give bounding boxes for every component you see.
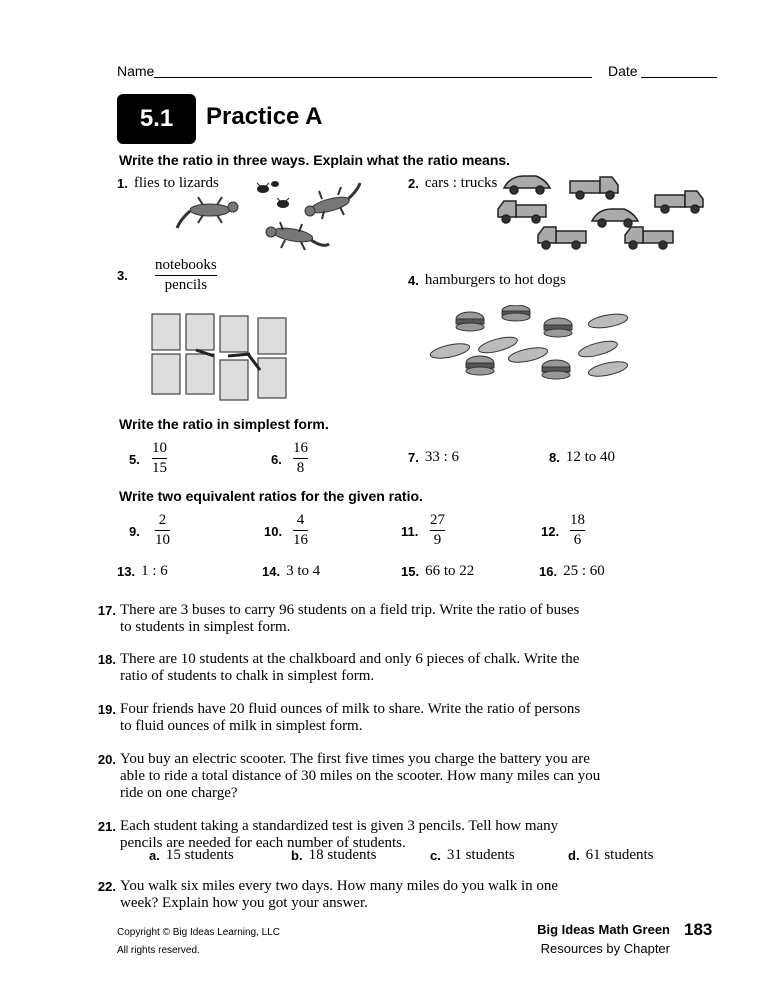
exercise-6-number: 6. [271, 452, 282, 467]
exercise-15 [401, 563, 474, 580]
notebook-icon [186, 354, 214, 394]
name-field [117, 63, 592, 79]
exercise-5-number: 5. [129, 452, 140, 467]
sub-item-text: 31 students [446, 847, 515, 863]
notebook-icon [220, 360, 248, 400]
fraction-bar [155, 275, 217, 276]
section-badge: 5.1 [117, 94, 196, 144]
truck-icon [538, 227, 586, 249]
fraction-bar [430, 530, 445, 531]
problem-text: Four friends have 20 fluid ounces of milk to share. Write the ratio of persons to fluid ounces of milk in simplest form. [120, 701, 581, 734]
problem-number: 21. [97, 819, 116, 834]
notebooks-pencils-illustration [150, 312, 330, 402]
numerator: notebooks [155, 257, 217, 273]
notebook-icon [186, 314, 214, 350]
page-number: 183 [684, 920, 713, 939]
fraction-bar [293, 530, 308, 531]
hotdog-icon [507, 345, 549, 365]
exercise-9-number: 9. [129, 524, 140, 539]
exercise-number: 8. [549, 450, 560, 465]
problem-number: 19. [97, 702, 116, 717]
fraction-bar [152, 458, 167, 459]
exercise-5-fraction [152, 440, 167, 477]
problem-text: Each student taking a standardized test is given 3 pencils. Tell how many pencils are needed for each number of students. [120, 818, 559, 851]
problem-21c [430, 847, 515, 864]
exercise-10-number: 10. [264, 524, 283, 539]
problem-text: There are 10 students at the chalkboard and only 6 pieces of chalk. Write the ratio of students to chalk in simplest form. [120, 651, 580, 684]
exercise-number: 2. [408, 176, 419, 191]
rights-text: All rights reserved. [117, 945, 200, 956]
problem-number: 17. [97, 603, 116, 618]
exercise-number: 4. [408, 273, 419, 288]
footer-copyright [117, 924, 280, 960]
car-icon [504, 176, 550, 194]
hamburger-icon [544, 318, 572, 337]
denominator: 10 [155, 532, 170, 548]
sub-item-letter: d. [568, 848, 580, 863]
notebook-icon [258, 318, 286, 354]
problem-text: You walk six miles every two days. How many miles do you walk in one week? Explain how you got your answer. [120, 878, 559, 911]
exercise-8 [549, 449, 615, 466]
sub-item-letter: b. [291, 848, 303, 863]
denominator: 9 [433, 532, 442, 548]
hotdog-icon [429, 341, 471, 361]
hotdog-icon [577, 338, 619, 360]
exercise-2 [408, 175, 497, 192]
lizard-icon [305, 183, 360, 219]
problem-number: 20. [97, 752, 116, 767]
truck-icon [625, 227, 673, 249]
hotdog-icon [587, 312, 628, 331]
problem-20 [97, 751, 606, 802]
date-label: Date [608, 63, 638, 79]
numerator: 10 [152, 440, 167, 456]
denominator: 15 [152, 460, 167, 476]
problem-21a [149, 847, 234, 864]
problem-text: There are 3 buses to carry 96 students on a field trip. Write the ratio of buses to students in simplest form. [120, 602, 580, 635]
problem-22 [97, 878, 590, 912]
exercise-3 [117, 268, 128, 283]
exercise-text: 25 : 60 [563, 563, 605, 579]
date-field [608, 63, 717, 79]
problem-text: You buy an electric scooter. The first five times you charge the battery you are able to ride a total distance of 30 miles on the scooter. How many miles can you ride on one charge? [120, 751, 601, 801]
hamburgers-hotdogs-illustration [428, 305, 638, 385]
exercise-text: 66 to 22 [425, 563, 475, 579]
exercise-11-number: 11. [401, 524, 419, 539]
problem-21d [568, 847, 653, 864]
exercise-number: 14. [262, 564, 281, 579]
sub-item-text: 15 students [165, 847, 234, 863]
name-label: Name [117, 63, 155, 79]
notebook-icon [152, 314, 180, 350]
instruction-part3: Write two equivalent ratios for the given ratio. [119, 488, 423, 504]
fraction-bar [570, 530, 585, 531]
date-line [641, 77, 717, 78]
cars-trucks-illustration [490, 163, 720, 253]
exercise-text: 3 to 4 [286, 563, 321, 579]
exercise-4 [408, 272, 566, 289]
exercise-6-fraction [293, 440, 308, 477]
truck-icon [570, 177, 618, 199]
numerator: 2 [158, 512, 167, 528]
instruction-part1: Write the ratio in three ways. Explain what the ratio means. [119, 152, 511, 168]
car-icon [592, 209, 638, 227]
problem-number: 22. [97, 879, 116, 894]
exercise-number: 16. [539, 564, 558, 579]
hamburger-icon [456, 312, 484, 331]
problem-17 [97, 602, 588, 636]
hotdog-icon [477, 334, 519, 356]
hamburger-icon [542, 360, 570, 379]
name-line [154, 77, 592, 78]
exercise-12-number: 12. [541, 524, 560, 539]
exercise-number: 13. [117, 564, 136, 579]
fraction-bar [155, 530, 170, 531]
exercise-text: 33 : 6 [424, 449, 460, 465]
instruction-part2: Write the ratio in simplest form. [119, 416, 329, 432]
notebook-icon [220, 316, 248, 352]
exercise-text: 12 to 40 [565, 449, 616, 465]
exercise-3-fraction [155, 257, 217, 294]
exercise-12-fraction [570, 512, 585, 549]
book-title: Big Ideas Math Green [537, 922, 670, 937]
copyright-text: Copyright © Big Ideas Learning, LLC [117, 927, 281, 938]
exercise-number: 3. [117, 268, 128, 283]
exercise-16 [539, 563, 605, 580]
exercise-11-fraction [430, 512, 445, 549]
problem-19 [97, 701, 582, 735]
resources-text: Resources by Chapter [540, 941, 670, 956]
exercise-text: 1 : 6 [141, 563, 168, 579]
numerator: 4 [296, 512, 305, 528]
fly-icon [257, 181, 289, 208]
lizards-flies-illustration [175, 180, 375, 260]
exercise-number: 15. [401, 564, 420, 579]
truck-icon [498, 201, 546, 223]
exercise-text: cars : trucks [424, 175, 498, 191]
hamburger-icon [502, 305, 530, 321]
numerator: 18 [570, 512, 585, 528]
numerator: 16 [293, 440, 308, 456]
hotdog-icon [587, 359, 629, 379]
problem-21b [291, 847, 376, 864]
sub-item-letter: a. [149, 848, 160, 863]
denominator: 6 [573, 532, 582, 548]
fraction-bar [293, 458, 308, 459]
exercise-9-fraction [155, 512, 170, 549]
footer-book [500, 920, 670, 958]
notebook-icon [258, 358, 286, 398]
denominator: pencils [164, 277, 208, 293]
notebook-icon [152, 354, 180, 394]
exercise-text: hamburgers to hot dogs [424, 272, 566, 288]
hamburger-icon [466, 356, 494, 375]
exercise-14 [262, 563, 320, 580]
numerator: 27 [430, 512, 445, 528]
problem-number: 18. [97, 652, 116, 667]
denominator: 8 [296, 460, 305, 476]
exercise-number: 7. [408, 450, 419, 465]
sub-item-text: 18 students [308, 847, 377, 863]
page-title: Practice A [206, 103, 323, 130]
exercise-number: 1. [117, 176, 128, 191]
sub-item-letter: c. [430, 848, 441, 863]
lizard-icon [177, 197, 238, 228]
exercise-10-fraction [293, 512, 308, 549]
lizard-icon [266, 222, 329, 250]
exercise-13 [117, 563, 168, 580]
exercise-7 [408, 449, 459, 466]
truck-icon [655, 191, 703, 213]
exercise-text: flies to lizards [133, 175, 219, 191]
denominator: 16 [293, 532, 308, 548]
problem-18 [97, 651, 580, 685]
sub-item-text: 61 students [585, 847, 654, 863]
